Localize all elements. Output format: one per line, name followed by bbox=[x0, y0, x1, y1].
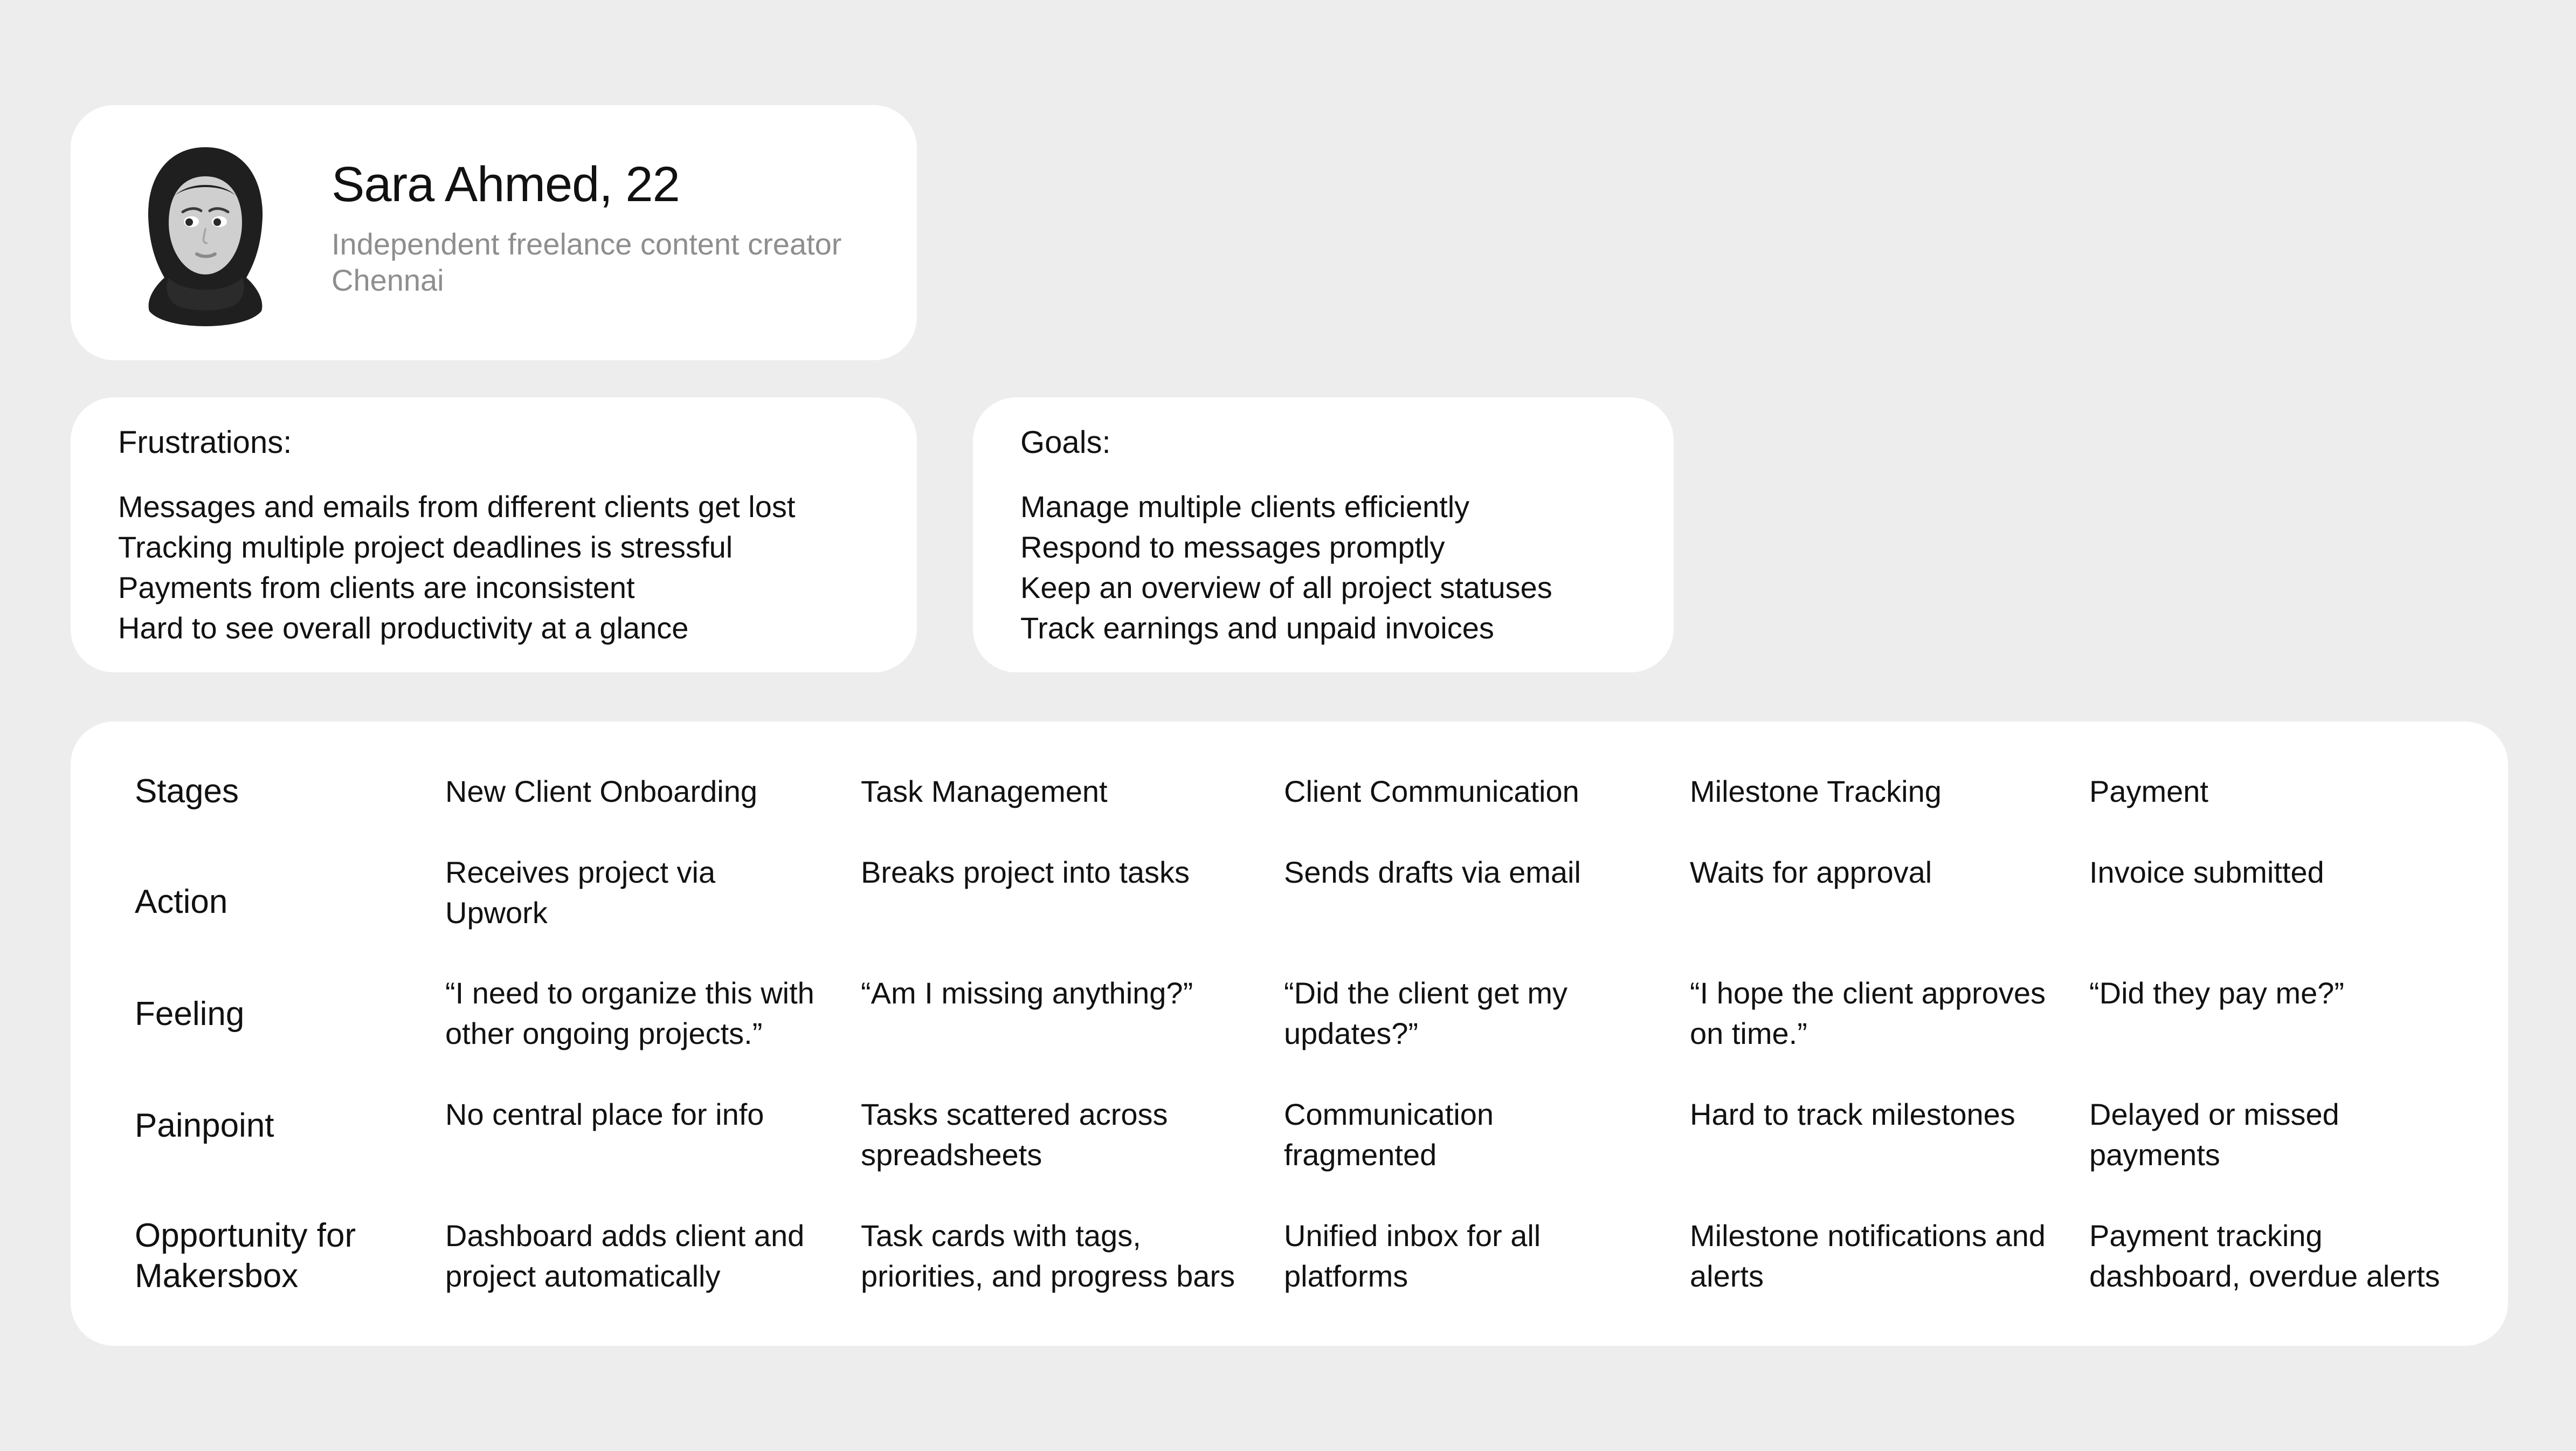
cell-line: Tasks scattered across bbox=[861, 1097, 1168, 1131]
frustration-item: Hard to see overall productivity at a glance bbox=[118, 611, 689, 645]
row-label-line: Action bbox=[135, 883, 228, 920]
feeling-cell bbox=[445, 973, 814, 1054]
goals-list bbox=[1020, 486, 1552, 648]
action-cell bbox=[861, 852, 1190, 892]
cell-line: “Did they pay me?” bbox=[2089, 976, 2345, 1010]
painpoint-cell bbox=[1284, 1094, 1494, 1175]
opportunity-cell bbox=[445, 1215, 804, 1296]
cell-line: “I hope the client approves bbox=[1690, 976, 2046, 1010]
opportunity-cell bbox=[1690, 1215, 2046, 1296]
cell-line: “I need to organize this with bbox=[445, 976, 814, 1010]
stage-cell bbox=[1690, 771, 1942, 812]
stage-cell bbox=[1284, 771, 1579, 812]
goal-item: Manage multiple clients efficiently bbox=[1020, 490, 1470, 524]
cell-line: Unified inbox for all bbox=[1284, 1219, 1541, 1253]
row-label-action bbox=[135, 882, 227, 922]
painpoint-cell bbox=[1690, 1094, 2015, 1134]
cell-line: Payment bbox=[2089, 774, 2208, 808]
cell-line: No central place for info bbox=[445, 1097, 764, 1131]
action-cell bbox=[1690, 852, 1932, 892]
profile-card bbox=[71, 105, 917, 360]
cell-line: Upwork bbox=[445, 896, 548, 930]
painpoint-cell bbox=[861, 1094, 1168, 1175]
cell-line: Waits for approval bbox=[1690, 855, 1932, 889]
cell-line: Task cards with tags, bbox=[861, 1219, 1141, 1253]
action-cell bbox=[445, 852, 715, 933]
cell-line: fragmented bbox=[1284, 1138, 1437, 1172]
stage-cell bbox=[2089, 771, 2208, 812]
cell-line: updates?” bbox=[1284, 1016, 1419, 1050]
action-cell bbox=[2089, 852, 2324, 892]
cell-line: Sends drafts via email bbox=[1284, 855, 1581, 889]
cell-line: Milestone Tracking bbox=[1690, 774, 1942, 808]
goals-heading: Goals: bbox=[1020, 425, 1111, 460]
cell-line: Invoice submitted bbox=[2089, 855, 2324, 889]
row-label-line: Stages bbox=[135, 773, 239, 810]
row-label-line: Feeling bbox=[135, 995, 245, 1033]
stage-cell bbox=[861, 771, 1108, 812]
row-label-line: Makersbox bbox=[135, 1257, 299, 1295]
avatar bbox=[135, 143, 275, 326]
stage-cell bbox=[445, 771, 757, 812]
cell-line: on time.” bbox=[1690, 1016, 1807, 1050]
row-label-feeling bbox=[135, 994, 244, 1034]
cell-line: Hard to track milestones bbox=[1690, 1097, 2015, 1131]
cell-line: “Did the client get my bbox=[1284, 976, 1567, 1010]
painpoint-cell bbox=[445, 1094, 764, 1134]
cell-line: Receives project via bbox=[445, 855, 716, 889]
cell-line: Delayed or missed bbox=[2089, 1097, 2339, 1131]
frustrations-card bbox=[71, 397, 917, 672]
goal-item: Track earnings and unpaid invoices bbox=[1020, 611, 1494, 645]
feeling-cell bbox=[2089, 973, 2344, 1013]
cell-line: New Client Onboarding bbox=[445, 774, 757, 808]
cell-line: Client Communication bbox=[1284, 774, 1579, 808]
cell-line: Dashboard adds client and bbox=[445, 1219, 805, 1253]
cell-line: payments bbox=[2089, 1138, 2220, 1172]
persona-name: Sara Ahmed, 22 bbox=[332, 157, 680, 212]
frustrations-heading: Frustrations: bbox=[118, 425, 292, 460]
persona-role: Independent freelance content creator bbox=[332, 227, 842, 261]
frustration-item: Messages and emails from different clients get lost bbox=[118, 490, 796, 524]
cell-line: spreadsheets bbox=[861, 1138, 1042, 1172]
cell-line: platforms bbox=[1284, 1259, 1408, 1293]
cell-line: “Am I missing anything?” bbox=[861, 976, 1193, 1010]
journey-map-table bbox=[71, 721, 2508, 1346]
row-label-opportunity bbox=[135, 1215, 356, 1296]
persona-location: Chennai bbox=[332, 263, 444, 297]
cell-line: Breaks project into tasks bbox=[861, 855, 1190, 889]
cell-line: dashboard, overdue alerts bbox=[2089, 1259, 2440, 1293]
opportunity-cell bbox=[1284, 1215, 1541, 1296]
row-label-stages bbox=[135, 771, 239, 812]
action-cell bbox=[1284, 852, 1581, 892]
row-label-painpoint bbox=[135, 1105, 274, 1146]
feeling-cell bbox=[1690, 973, 2046, 1054]
frustration-item: Tracking multiple project deadlines is stressful bbox=[118, 530, 733, 564]
row-label-line: Painpoint bbox=[135, 1107, 274, 1144]
cell-line: priorities, and progress bars bbox=[861, 1259, 1235, 1293]
cell-line: Milestone notifications and bbox=[1690, 1219, 2046, 1253]
cell-line: Task Management bbox=[861, 774, 1108, 808]
cell-line: Payment tracking bbox=[2089, 1219, 2323, 1253]
cell-line: other ongoing projects.” bbox=[445, 1016, 763, 1050]
opportunity-cell bbox=[861, 1215, 1235, 1296]
goals-card bbox=[973, 397, 1674, 672]
opportunity-cell bbox=[2089, 1215, 2440, 1296]
feeling-cell bbox=[1284, 973, 1567, 1054]
cell-line: project automatically bbox=[445, 1259, 721, 1293]
feeling-cell bbox=[861, 973, 1193, 1013]
goal-item: Respond to messages promptly bbox=[1020, 530, 1445, 564]
frustrations-list bbox=[118, 486, 795, 648]
row-label-line: Opportunity for bbox=[135, 1217, 356, 1254]
goal-item: Keep an overview of all project statuses bbox=[1020, 570, 1552, 604]
cell-line: Communication bbox=[1284, 1097, 1494, 1131]
cell-line: alerts bbox=[1690, 1259, 1764, 1293]
frustration-item: Payments from clients are inconsistent bbox=[118, 570, 635, 604]
painpoint-cell bbox=[2089, 1094, 2339, 1175]
